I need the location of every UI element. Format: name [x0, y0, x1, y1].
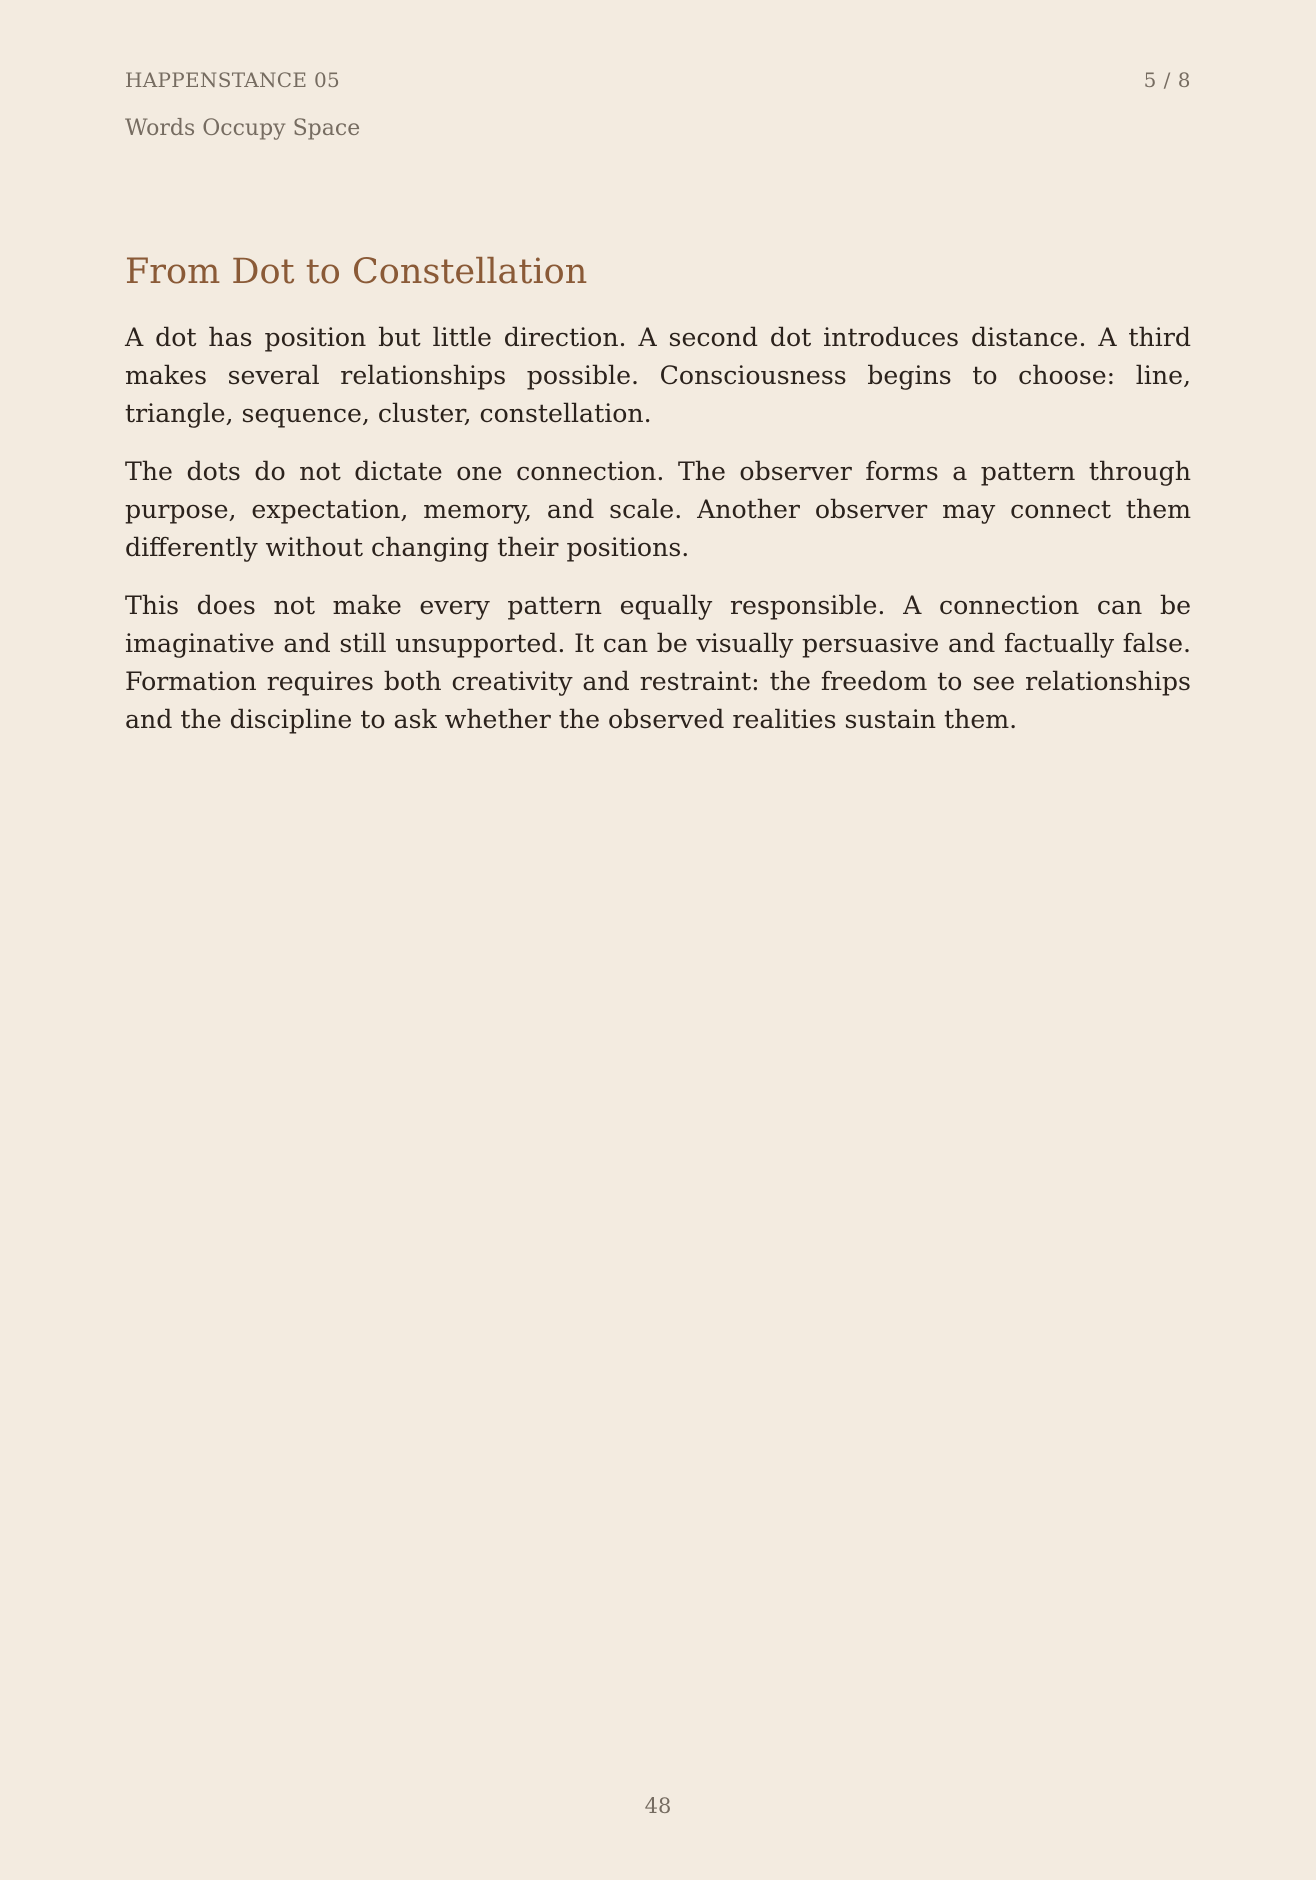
section-heading: From Dot to Constellation: [125, 252, 588, 292]
body-paragraph: The dots do not dictate one connection. The observer forms a pattern through purpose, expectation, memory, and scale. Another observer may connect them differently without changing their positions.: [125, 457, 1191, 562]
body-paragraph: This does not make every pattern equally responsible. A connection can be imaginative and still unsupported. It can be visually persuasive and factually false. Formation requires both creativity and restraint: the freedom to see relationships and the discipline to ask whether the observed realities sustain them.: [125, 591, 1191, 734]
running-header: [125, 68, 1191, 96]
body-paragraph: A dot has position but little direction. A second dot introduces distance. A third makes several relationships possible. Consciousness begins to choose: line, triangle, sequence, cluster, constellation.: [125, 323, 1191, 428]
page-number: 48: [644, 1794, 672, 1818]
page-counter: 5 / 8: [1143, 68, 1191, 92]
page-content: [125, 249, 1191, 759]
series-label: HAPPENSTANCE 05: [125, 68, 340, 92]
document-subtitle: Words Occupy Space: [125, 116, 361, 141]
